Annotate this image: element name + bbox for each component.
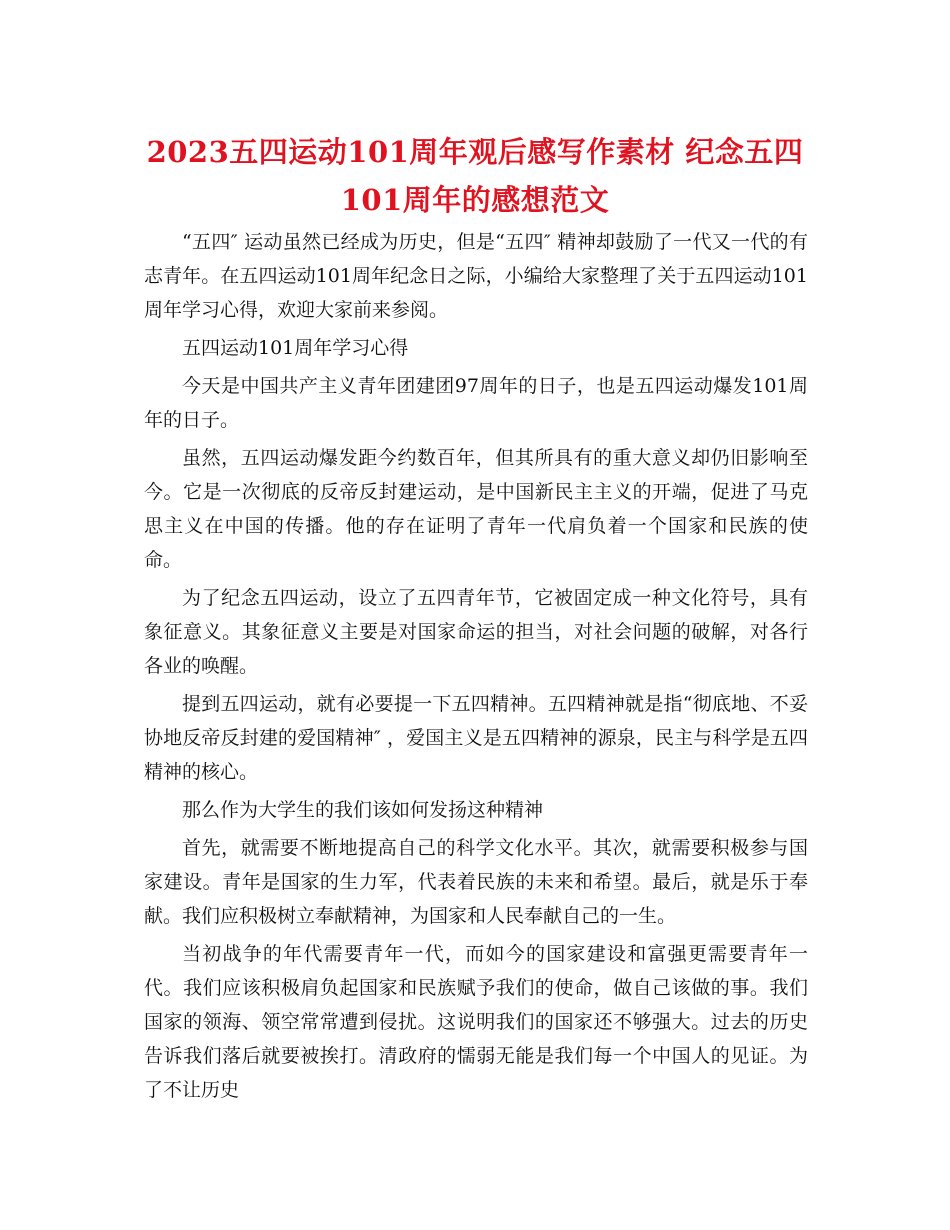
paragraph: 提到五四运动，就有必要提一下五四精神。五四精神就是指“彻底地、不妥协地反帝反封建的爱国精神″ ，爱国主义是五四精神的源泉，民主与科学是五四精神的核心。 [144,693,808,783]
page-title: 2023五四运动101周年观后感写作素材 纪念五四101周年的感想范文 [146,135,804,217]
paragraph: 当初战争的年代需要青年一代，而如今的国家建设和富强更需要青年一代。我们应该积极肩负起国家和民族赋予我们的使命，做自己该做的事。我们国家的领海、领空常常遭到侵扰。这说明我们的国家还不够强大。过去的历史告诉我们落后就要被挨打。清政府的懦弱无能是我们每一个中国人的见证。为了不让历史 [144,943,808,1101]
paragraph: 首先，就需要不断地提高自己的科学文化水平。其次，就需要积极参与国家建设。青年是国家的生力军，代表着民族的未来和希望。最后，就是乐于奉献。我们应积极树立奉献精神，为国家和人民奉献自己的一生。 [144,837,808,927]
paragraph: 虽然，五四运动爆发距今约数百年，但其所具有的重大意义却仍旧影响至今。它是一次彻底的反帝反封建运动，是中国新民主主义的开端，促进了马克思主义在中国的传播。他的存在证明了青年一代肩负着一个国家和民族的使命。 [144,447,808,571]
section-heading: 五四运动101周年学习心得 [182,337,409,359]
paragraph: 为了纪念五四运动，设立了五四青年节，它被固定成一种文化符号，具有象征意义。其象征意义主要是对国家命运的担当，对社会问题的破解，对各行各业的唤醒。 [144,587,808,677]
section-subheading: 那么作为大学生的我们该如何发扬这种精神 [182,799,544,821]
article-body [144,225,808,1111]
paragraph-intro: “五四″ 运动虽然已经成为历史，但是“五四″ 精神却鼓励了一代又一代的有志青年。在五四运动101周年纪念日之际，小编给大家整理了关于五四运动101周年学习心得，欢迎大家前来参阅。 [144,231,808,321]
paragraph: 今天是中国共产主义青年团建团97周年的日子，也是五四运动爆发101周年的日子。 [144,375,808,431]
